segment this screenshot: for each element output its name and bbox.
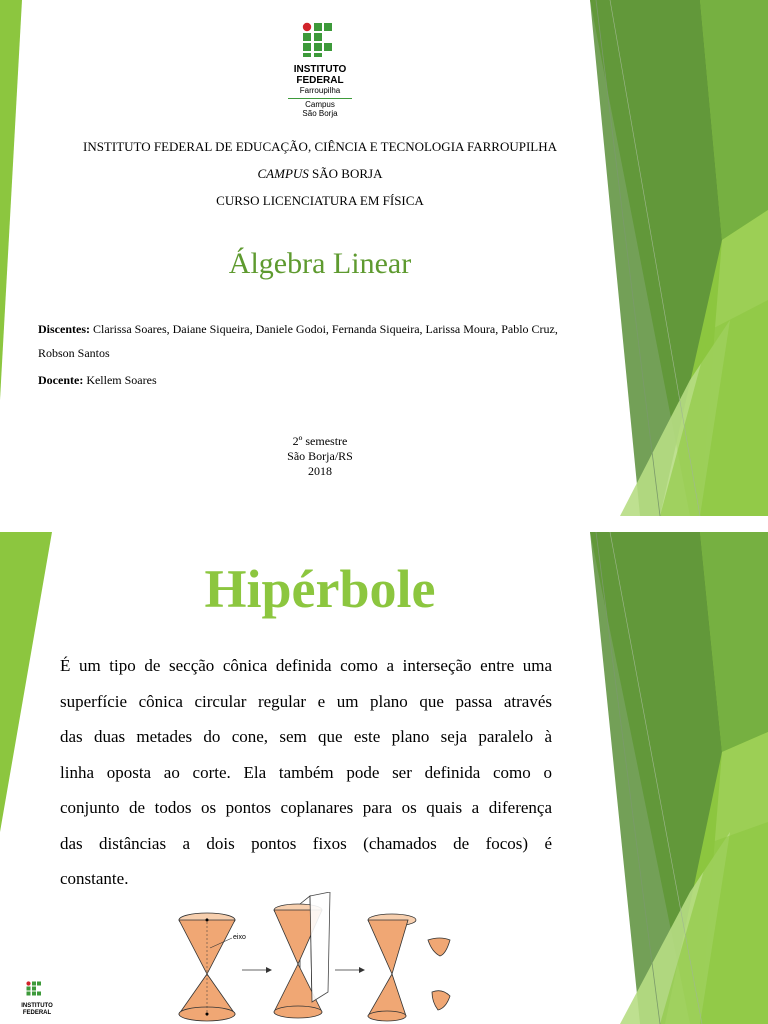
logo-campus: Campus [305, 100, 335, 109]
campus-label: CAMPUS [257, 166, 309, 181]
body-line-1: É um tipo de secção cônica definida como a interseção entre uma [60, 656, 552, 675]
students-names: Clarissa Soares, Daiane Siqueira, Daniele Godoi, Fernanda Siqueira, Larissa Moura, Pablo Cruz, [89, 322, 558, 336]
slide-gap [0, 516, 768, 532]
students-line-2: Robson Santos [38, 346, 110, 360]
hyperbola-slide [0, 532, 768, 1024]
body-line-2: superfície cônica circular regular e um plano que passa através [60, 691, 552, 711]
cone-with-plane-illustration [274, 892, 330, 1018]
if-logo-small-icon [26, 978, 46, 1002]
logo-federal: FEDERAL [296, 75, 344, 86]
hyperbola-description [60, 648, 552, 897]
hyperbola-title: Hipérbole [204, 559, 436, 619]
body-line-3: das duas metades do cone, sem que este plano seja paralelo à [60, 727, 552, 746]
body-line-7: constante. [60, 869, 129, 888]
double-cone-illustration [179, 913, 235, 1021]
arrow-1 [242, 967, 272, 973]
slide-title: Álgebra Linear [228, 247, 412, 280]
year: 2018 [308, 464, 332, 478]
axis-label: eixo [233, 934, 246, 941]
arrow-2 [335, 967, 365, 973]
body-line-4: linha oposta ao corte. Ela também pode ser definida como o [60, 762, 552, 782]
body-line-5: conjunto de todos os pontos coplanares para os quais a diferença [60, 798, 552, 817]
campus-name: SÃO BORJA [308, 166, 383, 181]
course-name: CURSO LICENCIATURA EM FÍSICA [216, 193, 424, 208]
cone-figure [170, 892, 470, 1024]
logo-sao-borja: São Borja [302, 109, 338, 118]
teacher-label: Docente: [38, 373, 84, 387]
students-line [38, 316, 608, 343]
city: São Borja/RS [287, 449, 353, 463]
cut-cone-illustration [368, 914, 450, 1021]
logo-farroupilha: Farroupilha [299, 86, 341, 95]
students-label: Discentes: [38, 322, 90, 336]
campus-line [0, 166, 640, 182]
if-logo-icon [302, 22, 342, 58]
teacher-line [38, 367, 608, 394]
small-logo-institute: INSTITUTO [21, 1003, 53, 1009]
semester: 2º semestre [292, 434, 348, 448]
logo-institute: INSTITUTO [293, 64, 347, 75]
institution-name: INSTITUTO FEDERAL DE EDUCAÇÃO, CIÊNCIA E TECNOLOGIA FARROUPILHA [82, 139, 557, 154]
teacher-name: Kellem Soares [83, 373, 157, 387]
small-logo-federal: FEDERAL [22, 1010, 52, 1016]
body-line-6: das distâncias a dois pontos fixos (chamados de focos) é [60, 833, 552, 853]
logo-divider [288, 98, 352, 99]
